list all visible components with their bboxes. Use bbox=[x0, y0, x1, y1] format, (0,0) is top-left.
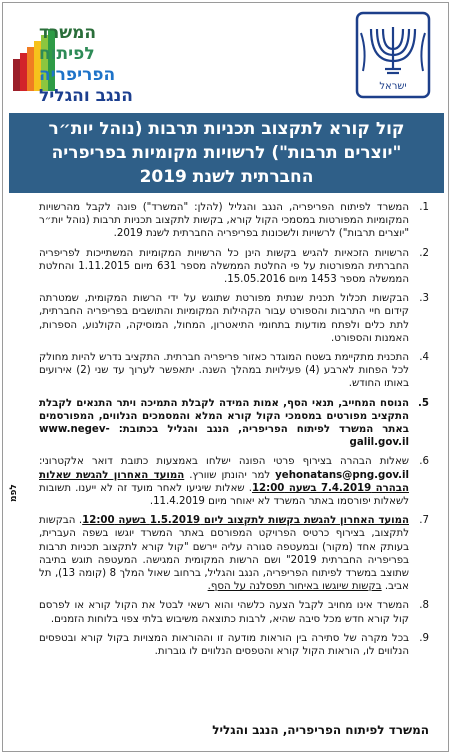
ministry-line-2: לפיתוח bbox=[39, 44, 95, 64]
late-submission-note: בקשות שיוגשו באיחור תפסלנה על הסף. bbox=[207, 581, 382, 593]
item-text: המשרד לפיתוח הפריפריה, הנגב והגליל (להלן: "המשרד") פונה לקבל מהרשויות המקומיות המפורטות במסמכי הקול קורא, בקשות לתקצוב תכניות תרבות (נוהל יות״ר "יוצרים תרבות") לרשויות ולשכונות בפריפריה החברתית לשנת 2019. bbox=[39, 202, 409, 240]
item-text: המשרד אינו מחויב לקבל הצעה כלשהי והוא רשאי לבטל את הקול קורא או לפרסם קול קורא חדש מכל סיבה שהיא, לרבות כתוצאה משיבוש בלתי צפוי בלוחות הזמנים. bbox=[39, 600, 409, 625]
menorah-emblem-icon bbox=[347, 11, 439, 101]
list-item bbox=[39, 599, 429, 625]
side-label: לפמ bbox=[9, 484, 19, 502]
ministry-line-3: הפריפריה bbox=[39, 65, 116, 85]
list-item bbox=[39, 455, 429, 508]
list-item bbox=[39, 514, 429, 593]
item-text: הרשויות הזכאיות להגיש בקשות הינן כל הרשויות המקומיות המשתייכות לפריפריה החברתית המפורטות על פי החלטת הממשלה מספר 631 מיום 1.11.2015 והחלטת הממשלה מספר 1453 מיום 15.05.2016. bbox=[39, 247, 410, 286]
ministry-line-1: המשרד bbox=[39, 23, 97, 43]
list-item bbox=[39, 351, 429, 391]
emblem-caption: ישראל bbox=[379, 81, 407, 92]
footer-signature: המשרד לפיתוח הפריפריה, הנגב והגליל bbox=[212, 723, 429, 737]
item-text: . הבקשות לתקצוב, בצירוף כרטיס הפרויקט המפורסם באתר המשרד יוגשו בשפה העברית, בעותק אחד (מקור) ובמעטפה סגורה עליה יירשם "קול קורא לתקצוב תכניות תרבות בפריפריה החברתית 2019" ושם הרשות המקומית המגישה. המעטפה תוגש בתיבה שתוצב במשרד לפיתוח הפריפריה, הנגב והגליל, ברחוב שאול המלך 8 (קומה 13), תל אביב. bbox=[39, 515, 410, 593]
item-number: 7. bbox=[419, 515, 429, 527]
item-number: 9. bbox=[419, 632, 429, 644]
item-number: 8. bbox=[419, 600, 429, 612]
website-link[interactable]: www.negev-galil.gov.il bbox=[39, 424, 409, 449]
list-item bbox=[39, 247, 429, 287]
item-number: 5. bbox=[418, 397, 429, 409]
item-text: בכל מקרה של סתירה בין הוראות מודעה זו וההוראות המצויות בקול קורא ובטפסים הנלווים לו, הוראות הקול קורא והטפסים הנלווים לו גוברות. bbox=[39, 632, 409, 658]
list-item bbox=[39, 397, 429, 450]
item-text: הנוסח המחייב, תנאי הסף, אמות המידה לקבלת התמיכה ויתר התנאים לקבלת התקציב מפורטים במסמכי הקול קורא המלא והמסמכים הנלווים, המפורסמים באתר המשרד לפיתוח הפריפריה, הנגב והגליל בכתובת: bbox=[39, 397, 410, 436]
item-text: שאלות הבהרה בצירוף פרטי הפונה ישלחו באמצעות כתובת דואר אלקטרוני: bbox=[39, 456, 409, 468]
submission-deadline: המועד האחרון להגשת בקשות לתקצוב ליום 1.5.2019 בשעה 12:00 bbox=[82, 515, 409, 527]
list-item bbox=[39, 632, 429, 658]
list-item bbox=[39, 292, 429, 345]
announcement-page bbox=[2, 2, 449, 752]
header bbox=[3, 3, 448, 106]
email-link[interactable]: yehonatans@png.gov.il bbox=[275, 469, 409, 481]
list-item bbox=[39, 201, 429, 241]
questions-deadline: המועד האחרון להגשת שאלות הבהרה 7.4.2019 בשעה 12:00 bbox=[39, 469, 409, 494]
page-title: קול קורא לתקצוב תכניות תרבות (נוהל יות״ר "יוצרים תרבות") לרשויות מקומיות בפריפריה החברתית לשנת 2019 bbox=[48, 119, 405, 187]
item-number: 6. bbox=[419, 456, 429, 468]
item-text: הבקשות תכלול תכנית שנתית מפורטת שתוגש על ידי הרשות המקומית, שמטרתה קידום חיי התרבות והספורט עבור הקהילות המקומיות והתושבים בפריפריה החברתית, לתת כלים ולפתח מודעות בתחומי התיאטרון, המחול, המוסיקה, הקולנוע, הספרות, האמנות והספורט. bbox=[39, 293, 409, 344]
item-number: 3. bbox=[419, 293, 429, 305]
item-number: 1. bbox=[419, 202, 429, 213]
title-banner bbox=[9, 113, 444, 193]
announcement-body bbox=[39, 201, 429, 664]
ministry-name bbox=[39, 23, 209, 107]
item-number: 4. bbox=[419, 352, 429, 364]
ministry-line-4: הנגב והגליל bbox=[39, 86, 133, 106]
item-number: 2. bbox=[419, 247, 429, 259]
item-text: התכנית מתקיימת בשטח המוגדר כאזור פריפריה חברתית. התקציב נדרש להיות מחולק לכל הפחות לארבע (4) פעילויות במהלך השנה. יתאפשר לערוך עד שני (2) אירועים באותו החודש. bbox=[39, 352, 409, 390]
item-text: למר יהונתן שוורץ. bbox=[189, 469, 271, 481]
item-text: . שאלות שיגיעו לאחר מועד זה לא ייענו. תשובות לשאלות יפורסמו באתר המשרד לא יאוחר מיום 11.4.2019. bbox=[39, 482, 409, 508]
